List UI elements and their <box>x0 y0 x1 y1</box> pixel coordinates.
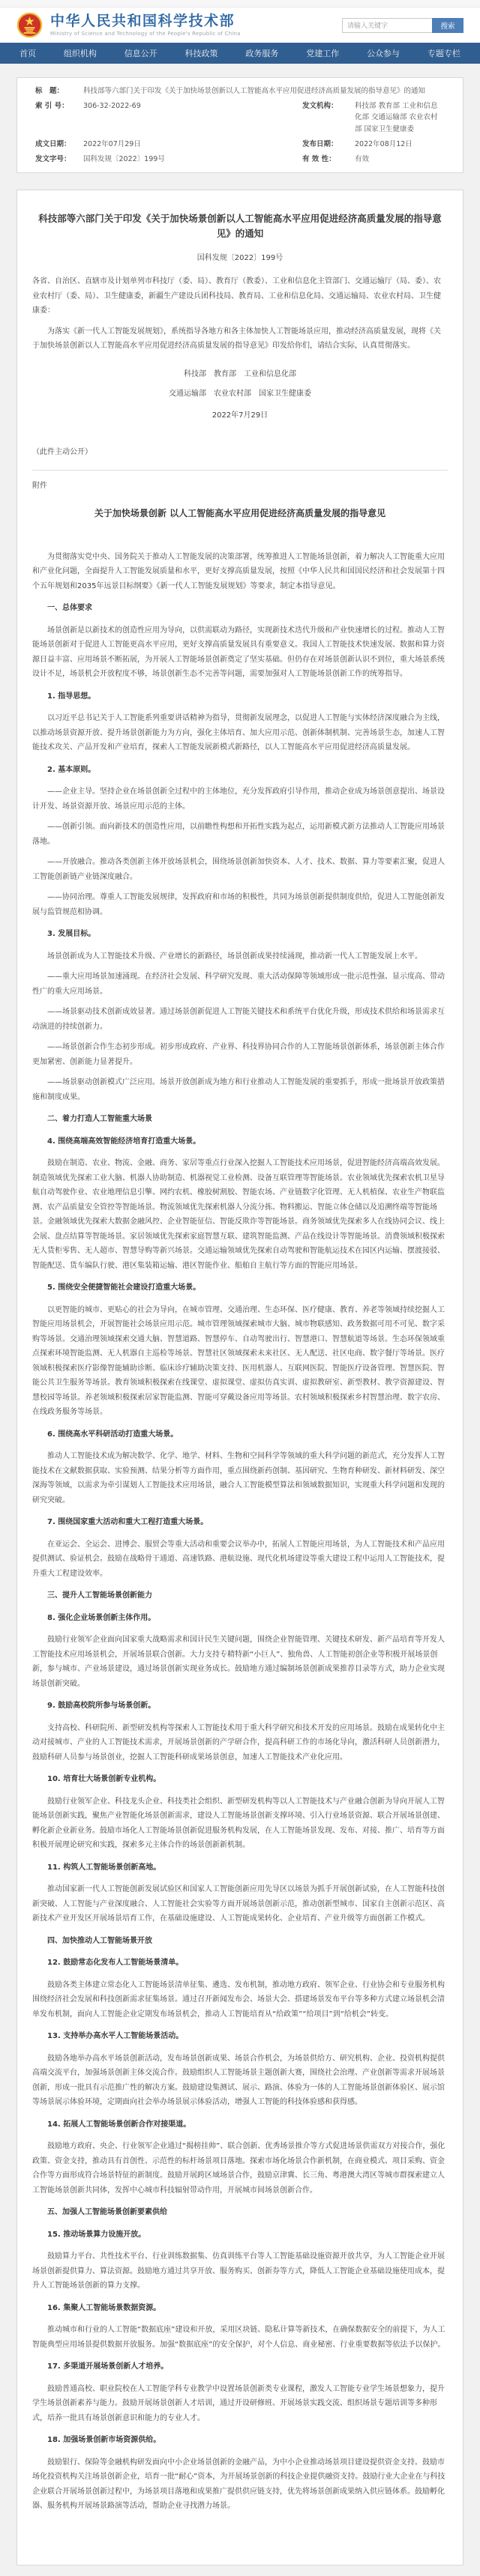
doc-heading: 5. 围绕安全便捷智能社会建设打造重大场景。 <box>47 1284 201 1292</box>
document-card <box>16 190 464 2565</box>
doc-paragraph: ——企业主导。坚持企业在场景创新全过程中的主体地位，充分发挥政府引导作用，推动企业成为场景创意提出、场景设计开发、场景资源开放、场景应用示范的主体。 <box>32 787 445 811</box>
signature-date: 2022年7月29日 <box>212 411 268 420</box>
meta-index-label: 索 引 号： <box>35 102 69 111</box>
meta-title-value: 科技部等六部门关于印发《关于加快场景创新以人工智能高水平应用促进经济高质量发展的指导意见》的通知 <box>83 87 426 95</box>
document-meta-card <box>16 77 464 173</box>
meta-grid <box>35 85 449 165</box>
doc-heading: 一、总体要求 <box>47 604 92 613</box>
doc-paragraph: 鼓励在制造、农业、物流、金融、商务、家居等重点行业深入挖掘人工智能技术应用场景，促进智能经济高端高效发展。制造领域优先探索工业大脑、机器人协助制造、机器视觉工业检测、设备互联管理等智能场景。农业领域优先探索农机卫星导航自动驾驶作业、农业地理信息引擎、网约农机、橡胶树割胶、智能农场、产业链数字化管理、无人机植保、农业生产物联监测、农产品质量安全管控等智能场景。物流领域优先探索机器人分流分拣、物料搬运、智能立体仓储以及追溯终端等智能场景。金融领域优先探索大数据金融风控、企业智能征信、智能反欺诈等智能场景。商务领域优先探索多人在线协同会议、线上会展、盘点结算等智能场景。家居领域优先探索家庭智慧互联、建筑智能监测、产品在线设计等智能场景。消费领域积极探索无人货柜零售、无人超市、智慧导购等新兴场景。交通运输领域优先探索自动驾驶和智能航运技术在园区内运输、摆渡接驳、智能配送、货车编队行驶、港区集装箱运输、港区智能作业、船舶自主航行等方面的智能应用场景。 <box>32 1159 445 1270</box>
doc-paragraph: 鼓励各地举办高水平场景创新活动，发布场景创新成果、场景合作机会，为场景供给方、研究机构、企业、投资机构提供高端交流平台，加强场景创新主体交流合作。鼓励组织人工智能场景主题创新大赛，围绕社会治理、产业创新等需求开展场景创新，形成一批具有示范推广性的解决方案。鼓励建设集测试、展示、路演、体验为一体的人工智能场景创新体验区、展示馆等场景展示体验环境，定期面向社会举办场景展示体验活动，增强人工智能的科技体验感和获得感。 <box>32 2054 445 2107</box>
doc-paragraph: 鼓励行业领军企业、科技龙头企业、科技类社会组织、新型研发机构等以人工智能技术与产业融合创新为导向开展人工智能场景创新实践，聚焦产业智能化场景创新需求，建设人工智能场景创新支撑环境、引入行业场景资源、联合开展场景创建、孵化新企业新业务。鼓励市场化人工智能场景创新促进服务机构发展，在人工智能场景发现、发布、对接、推广、培育等方面积极开展理论研究和实践，探索多元主体合作的场景创新新机制。 <box>32 1797 445 1850</box>
doc-paragraph: 支持高校、科研院所、新型研发机构等探索人工智能技术用于重大科学研究和技术开发的应用场景。鼓励在成果转化中主动对接城市、产业的人工智能技术需求，开展场景创新的产学研合作，提高科研工作的市场化导向，激活科研人员创新潜力，鼓励科研人员参与场景创业，挖掘人工智能科研成果场景创意，加速人工智能技术产业化应用。 <box>32 1723 445 1762</box>
site-header <box>0 7 480 43</box>
nav-item-organization[interactable]: 组织机构 <box>63 49 97 58</box>
doc-paragraph: 鼓励普通高校、职业院校在人工智能学科专业教学中设置场景创新类专业课程，激发人工智能专业学生场景想象力，提升学生场景创新素养与能力。鼓励开展场景创新人才培训，通过开设研修班、开展场景实践交流、组织场景专题培训等多种形式，培养一批具有场景创新意识和能力的专业人才。 <box>32 2384 445 2422</box>
doc-heading: 18. 加强场景创新市场资源供给。 <box>47 2436 161 2445</box>
doc-paragraph: 鼓励各类主体建立常态化人工智能场景清单征集、遴选、发布机制，推动地方政府、领军企业、行业协会和专业服务机构围绕经济社会发展和科技创新需求征集场景。通过召开新闻发布会、场景大会、搭建场景发布平台等多种方式建立场景机会清单发布机制，面向人工智能企业定期发布场景机会，推动人工智能培育从“给政策”“给项目”到“给机会”转变。 <box>32 1980 445 2019</box>
site-subtitle: Ministry of Science and Technology of the People's Republic of China <box>50 30 241 37</box>
attachment-label: 附件 <box>32 481 47 490</box>
doc-heading: 2. 基本原则。 <box>47 765 96 774</box>
attachment-title: 关于加快场景创新 以人工智能高水平应用促进经济高质量发展的指导意见 <box>94 508 386 519</box>
signer-line: 交通运输部 农业农村部 国家卫生健康委 <box>169 390 311 399</box>
nav-item-party-building[interactable]: 党建工作 <box>306 49 340 58</box>
meta-issuer-label: 发文机构： <box>302 102 338 111</box>
site-title: 中华人民共和国科学技术部 <box>50 13 236 30</box>
doc-heading: 10. 培育壮大场景创新专业机构。 <box>47 1775 161 1784</box>
doc-paragraph: ——开放融合。推动各类创新主体开放场景机会，围绕场景创新加快资本、人才、技术、数据、算力等要素汇聚，促进人工智能创新链产业链深度融合。 <box>32 858 445 881</box>
doc-paragraph: 以更智能的城市、更贴心的社会为导向，在城市管理、交通治理、生态环保、医疗健康、教育、养老等领域持续挖掘人工智能应用场景机会，开展智能社会场景应用示范。城市管理领域探索城市大脑、城市物联感知、政务数据可用不可见、数字采购等场景。交通治理领域探索交通大脑、智慧道路、智慧停车、自动驾驶出行、智慧港口、智慧航道等场景。生态环保领域重点探索环境智能监测、无人机器自主巡检等场景。智慧社区领域探索未来社区、无人配送、社区电商、数字餐厅等场景。医疗领域积极探索医疗影像智能辅助诊断、临床诊疗辅助决策支持、医用机器人、互联网医院、智能医疗设备管理、智慧医院、智能公共卫生服务等场景。教育领域积极探索在线课堂、虚拟课堂、虚拟仿真实训、虚拟教研室、新型教材、教学资源建设、智慧校园等场景。养老领域积极探索居家智能监测、智能可穿戴设备应用等场景。农村领域积极探索乡村智慧治理、数字农房、在线政务服务等场景。 <box>32 1305 445 1417</box>
top-strip <box>0 0 480 7</box>
doc-heading: 14. 拓展人工智能场景创新合作对接渠道。 <box>47 2120 191 2129</box>
doc-heading: 五、加强人工智能场景创新要素供给 <box>47 2208 167 2217</box>
content-area <box>0 64 480 2576</box>
doc-paragraph: 推动城市和行业的人工智能“数据底座”建设和开放，采用区块链、隐私计算等新技术，在确保数据安全的前提下，为人工智能典型应用场景提供数据开放服务。加强“数据底座”的安全保护，对个人信息、商业秘密、行业重要数据等依法予以保护。 <box>32 2326 446 2349</box>
doc-paragraph: 鼓励银行、保险等金融机构研发面向中小企业场景创新的金融产品，为中小企业推动场景项目建设提供资金支持。鼓励市场化投资机构关注场景创新企业，培育一批“耐心”资本，为开展场景创新的科技企业提供融资支持。鼓励行业大企业在与科技企业联合开展场景创新过程中，为场景项目落地和成果推广提供供应链支持，优先将场景创新成果纳入供应链体系。鼓励孵化器、服务机构开展场景路演等活动，帮助企业寻找潜力场景。 <box>32 2458 446 2511</box>
divider <box>32 470 448 471</box>
doc-paragraph: ——场景驱动创新模式广泛应用。场景开放创新成为地方和行业推动人工智能发展的重要抓手，形成一批场景开放政策措施和制度成果。 <box>32 1078 445 1101</box>
search-input[interactable] <box>342 18 432 33</box>
meta-date-published-label: 发布日期： <box>302 139 338 148</box>
doc-paragraph: ——协同治理。尊重人工智能发展规律，发挥政府和市场的积极性，共同为场景创新提供制度供给，促进人工智能创新发展与监管规范相协调。 <box>32 893 445 916</box>
signer-line: 科技部 教育部 工业和信息化部 <box>184 369 296 378</box>
national-emblem-icon <box>16 12 43 38</box>
meta-validity-value: 有效 <box>355 154 370 163</box>
doc-paragraph: ——场景创新合作生态初步形成。初步形成政府、产业界、科技界协同合作的人工智能场景创新体系，场景创新主体合作更加紧密、创新能力显著提升。 <box>32 1043 445 1066</box>
main-nav <box>0 43 480 64</box>
doc-heading: 1. 指导思想。 <box>47 692 96 701</box>
nav-item-policy[interactable]: 科技政策 <box>184 49 218 58</box>
meta-validity-label: 有 效 性： <box>302 154 336 163</box>
doc-heading: 17. 多渠道开展场景创新人才培养。 <box>47 2362 169 2371</box>
doc-heading: 8. 强化企业场景创新主体作用。 <box>47 1613 156 1622</box>
doc-heading: 9. 鼓励高校院所参与场景创新。 <box>47 1702 156 1711</box>
doc-paragraph: 鼓励行业领军企业面向国家重大战略需求和国计民生关键问题，围绕企业智能管理、关键技术研发、新产品培育等开发人工智能技术应用场景机会，开展场景联合创新。大力支持专精特新“小巨人”、独角兽、人工智能初创企业等积极开展场景创新，参与城市、产业场景建设，通过场景创新实现业务成长。鼓励地方通过编制场景创新成果推荐目录等方式，助力企业实现场景创新突破。 <box>32 1636 445 1688</box>
doc-paragraph: ——创新引领。面向新技术的创造性应用，以前瞻性构想和开拓性实践为起点，运用新模式新方法推动人工智能应用场景落地。 <box>32 823 445 846</box>
public-disclosure-note: （此件主动公开） <box>32 448 92 457</box>
doc-heading: 4. 围绕高端高效智能经济培育打造重大场景。 <box>47 1137 201 1146</box>
doc-heading: 16. 集聚人工智能场景数据资源。 <box>47 2303 161 2312</box>
doc-heading: 11. 构筑人工智能场景创新高地。 <box>47 1863 161 1872</box>
search-button[interactable]: 搜索 <box>432 18 464 33</box>
nav-item-services[interactable]: 政务服务 <box>245 49 279 58</box>
doc-salutation: 各省、自治区、直辖市及计划单列市科技厅（委、局）、教育厅（教委）、工业和信息化主管部门、交通运输厅（局、委）、农业农村厅（委、局）、卫生健康委，新疆生产建设兵团科技局、教育局、工业和信息化局、交通运输局、农业农村局、卫生健康委： <box>32 277 441 315</box>
doc-intro-paragraph: 为落实《新一代人工智能发展规划》，系统指导各地方和各主体加快人工智能场景应用，推动经济高质量发展，现将《关于加快场景创新以人工智能高水平应用促进经济高质量发展的指导意见》印发给你们，请结合实际，认真贯彻落实。 <box>32 327 441 351</box>
doc-paragraph: 场景创新成为人工智能技术升级、产业增长的新路径，场景创新成果持续涌现，推动新一代人工智能发展上水平。 <box>47 952 422 961</box>
nav-item-info-disclosure[interactable]: 信息公开 <box>124 49 158 58</box>
search-area <box>342 18 464 33</box>
meta-date-written-label: 成文日期： <box>35 139 71 148</box>
meta-doc-number-label: 发文字号： <box>35 154 71 163</box>
doc-heading: 13. 支持举办高水平人工智能场景活动。 <box>47 2032 184 2041</box>
doc-paragraph: ——场景驱动技术创新成效显著。通过场景创新促进人工智能关键技术和系统平台优化升级，形成技术供给和场景需求互动演进的持续创新力。 <box>32 1008 445 1031</box>
document-text <box>32 274 448 2513</box>
doc-paragraph: 以习近平总书记关于人工智能系列重要讲话精神为指导，贯彻新发展理念，以促进人工智能与实体经济深度融合为主线，以推动场景资源开放、提升场景创新能力为方向，强化主体培育、加大应用示范、创新体制机制、完善场景生态，加速人工智能技术攻关、产品开发和产业培育，探索人工智能发展新模式新路径，以人工智能高水平应用促进经济高质量发展。 <box>32 714 445 752</box>
meta-doc-number-value: 国科发规〔2022〕199号 <box>83 154 165 163</box>
document-title: 科技部等六部门关于印发《关于加快场景创新以人工智能高水平应用促进经济高质量发展的指导意见》的通知 <box>38 213 442 240</box>
doc-paragraph: 场景创新是以新技术的创造性应用为导向，以供需联动为路径，实现新技术迭代升级和产业快速增长的过程。推动人工智能场景创新对于促进人工智能更高水平应用，更好支撑高质量发展具有重要意义。我国人工智能技术快速发展、数据和算力资源日益丰富、应用场景不断拓展，为开展人工智能场景创新奠定了坚实基础。但仍存在对场景创新认识不到位，重大场景系统设计不足，场景机会开放程度不够，场景创新生态不完善等问题，需要加强对人工智能场景创新工作的统筹指导。 <box>32 626 445 679</box>
nav-item-home[interactable]: 首页 <box>20 49 36 58</box>
doc-paragraph: 推动国家新一代人工智能创新发展试验区和国家人工智能创新应用先导区以场景为抓手开展创新试验，在人工智能科技创新突破、人工智能与产业深度融合、人工智能社会实验等方面开展场景创新示范，推动创新型城市、国家自主创新示范区、高新技术产业开发区开展场景培育工作，在基础设施建设、人工智能成果转化、企业培育、产业升级等方面创新工作模式。 <box>32 1885 445 1923</box>
doc-paragraph: ——重大应用场景加速涌现。在经济社会发展、科学研究发现、重大活动保障等领域形成一批示范性强、显示度高、带动性广的重大应用场景。 <box>32 973 445 996</box>
doc-heading: 3. 发展目标。 <box>47 930 96 939</box>
meta-date-written-value: 2022年07月29日 <box>83 139 141 148</box>
doc-heading: 四、加快推动人工智能场景开放 <box>47 1936 152 1945</box>
document-number: 国科发规〔2022〕199号 <box>196 254 284 263</box>
doc-heading: 6. 围绕高水平科研活动打造重大场景。 <box>47 1430 178 1439</box>
nav-item-participation[interactable]: 公众参与 <box>367 49 400 58</box>
signature-block <box>32 367 448 402</box>
doc-heading: 7. 围绕国家重大活动和重大工程打造重大场景。 <box>47 1518 208 1527</box>
nav-item-special-topics[interactable]: 专题专栏 <box>427 49 460 58</box>
doc-heading: 15. 推动场景算力设施开放。 <box>47 2230 146 2239</box>
brand <box>16 12 241 38</box>
doc-paragraph: 鼓励算力平台、共性技术平台、行业训练数据集、仿真训练平台等人工智能基础设施资源开放共享，为人工智能企业开展场景创新提供算力、算法资源。鼓励地方通过共享开放、服务购买、创新券等方式，降低人工智能企业基础设施使用成本，提升人工智能场景创新的算力支撑。 <box>32 2252 445 2291</box>
meta-index-value: 306-32-2022-69 <box>83 102 141 111</box>
meta-issuer-value: 科技部 教育部 工业和信息化部 交通运输部 农业农村部 国家卫生健康委 <box>355 102 438 133</box>
doc-heading: 12. 鼓励常态化发布人工智能场景清单。 <box>47 1959 184 1968</box>
doc-paragraph: 在亚运会、全运会、进博会、服贸会等重大活动和重要会议举办中，拓展人工智能应用场景，为人工智能技术和产品应用提供测试、验证机会。鼓励在战略骨干通道、高速铁路、港航设施、现代化机场建设等重大建设工程中运用人工智能技术，提升重大工程建设效率。 <box>32 1540 445 1578</box>
doc-paragraph: 为贯彻落实党中央、国务院关于推动人工智能发展的决策部署，统筹推进人工智能场景创新，着力解决人工智能重大应用和产业化问题，全面提升人工智能发展质量和水平，更好支撑高质量发展，按照《中华人民共和国国民经济和社会发展第十四个五年规划和2035年远景目标纲要》《新一代人工智能发展规划》等要求，制定本指导意见。 <box>32 552 445 590</box>
meta-title-label: 标 题： <box>35 87 64 95</box>
doc-paragraph: 鼓励地方政府、央企、行业领军企业通过“揭榜挂帅”、联合创新、优秀场景推介等方式促进场景供需双方对接合作，强化政策、资金支持，推动具有首创性、示范性的标杆场景项目落地。探索市场化场景合作新机制，在商业模式、项目采购、资金合作等方面形成符合场景特征的新制度。鼓励开展跨区域场景合作，鼓励京津冀、长三角、粤港澳大湾区等城市群探索建立人工智能场景创新共同体，发挥中心城市科技辐射带动作用，开展城市间场景创新合作。 <box>32 2142 446 2195</box>
doc-heading: 二、着力打造人工智能重大场景 <box>47 1115 152 1124</box>
attachment-body <box>32 550 448 2514</box>
doc-heading: 三、提升人工智能场景创新能力 <box>47 1591 152 1600</box>
meta-date-published-value: 2022年08月12日 <box>355 139 412 148</box>
doc-paragraph: 推动人工智能技术成为解决数学、化学、地学、材料、生物和空间科学等领域的重大科学问题的新范式，充分发挥人工智能技术在文献数据获取、实验预测、结果分析等方面作用，重点围绕新药创制、基因研究、生物育种研发、新材料研发、深空深海等领域，以需求为牵引谋划人工智能技术应用场景，融合人工智能模型算法和领域数据知识，实现重大科学问题和发现的研究突破。 <box>32 1452 445 1505</box>
